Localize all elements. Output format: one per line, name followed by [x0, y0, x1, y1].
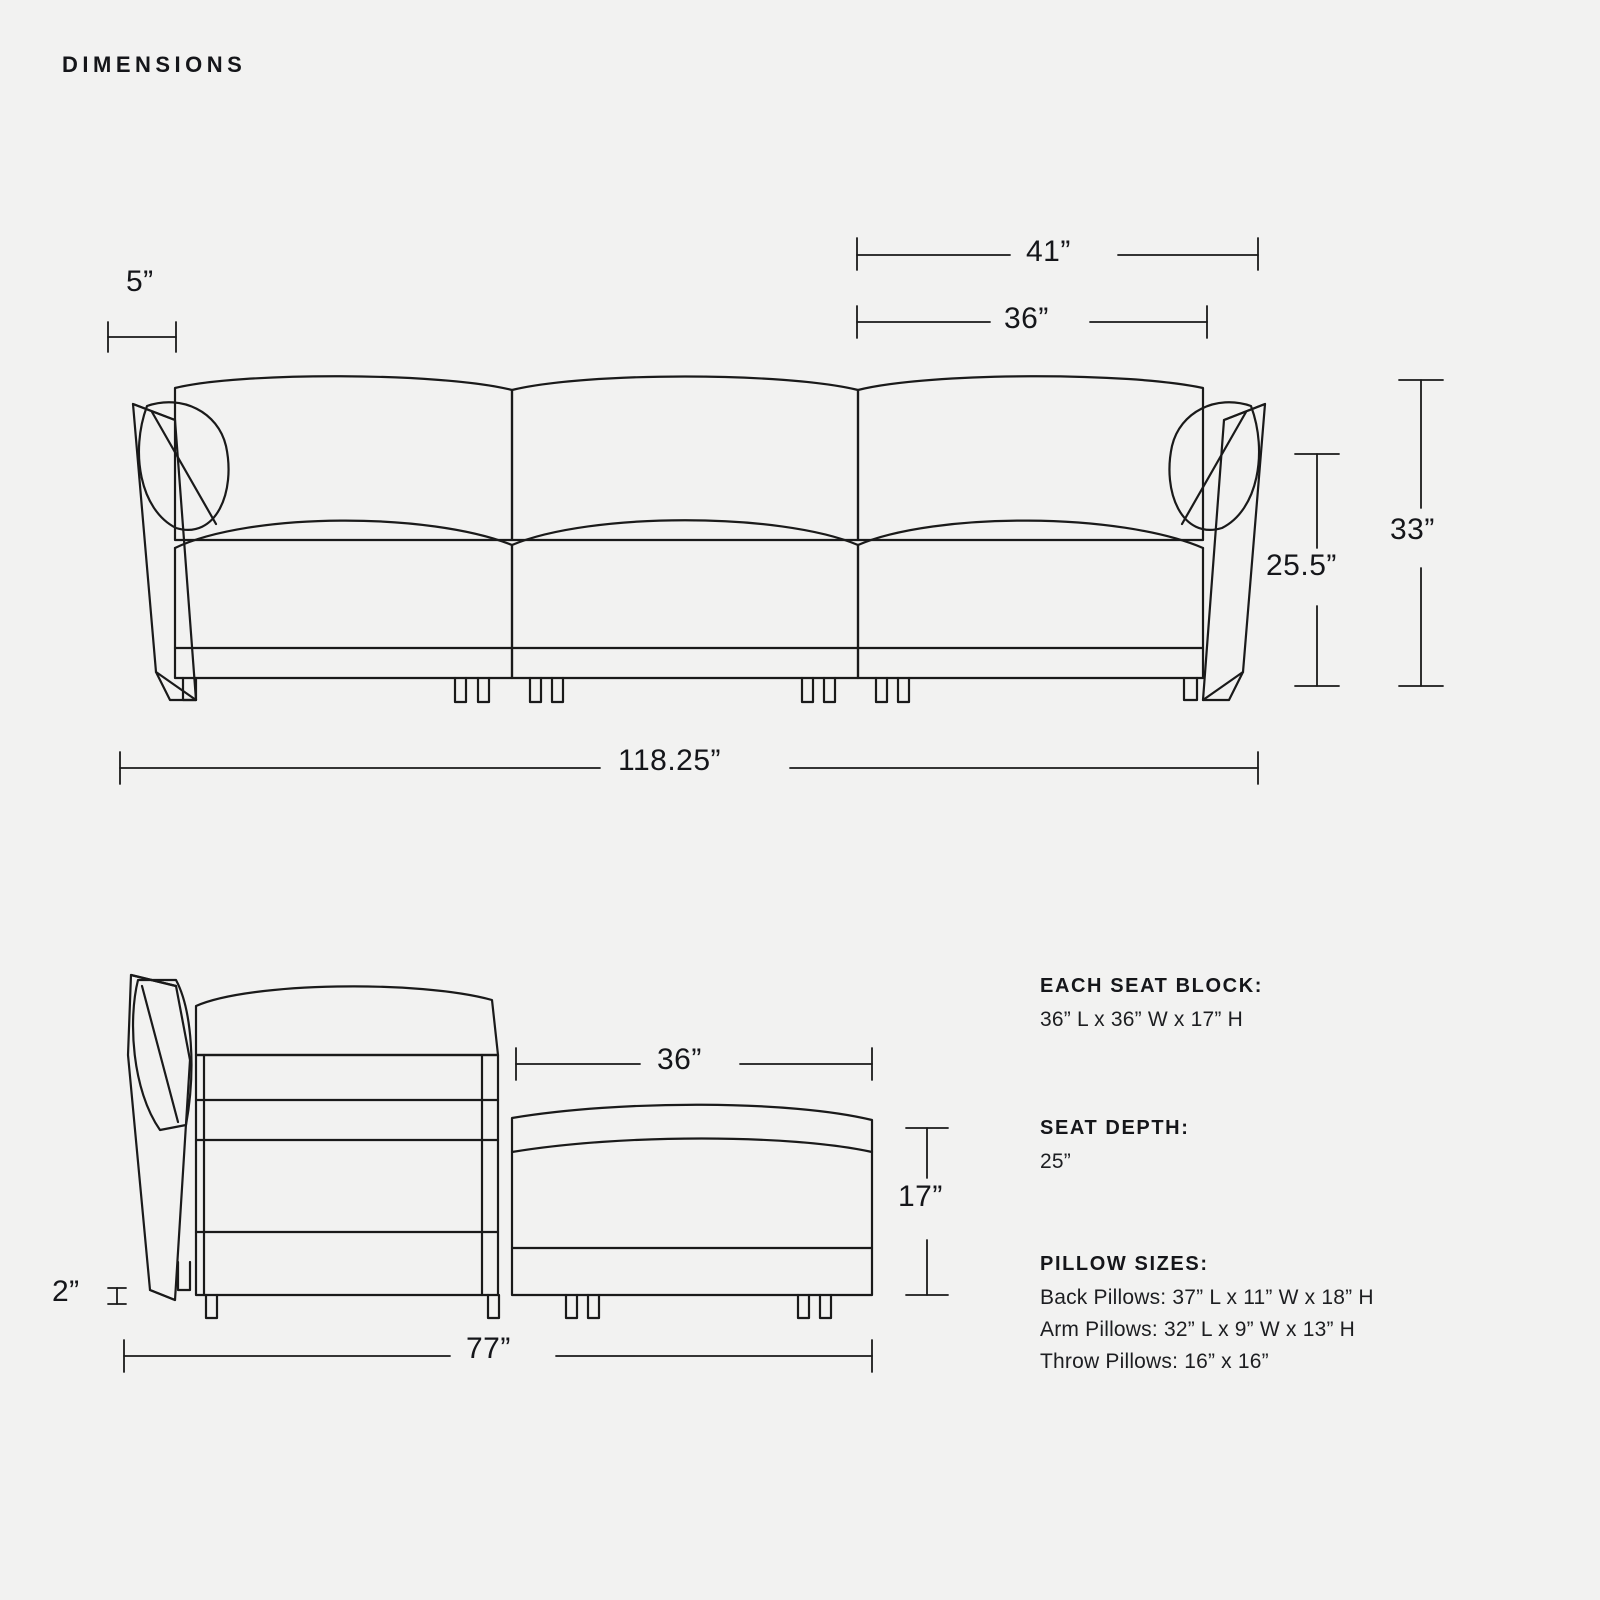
- side-view-dimension-lines: [108, 1048, 948, 1372]
- spec-heading: SEAT DEPTH:: [1040, 1117, 1190, 1139]
- spec-line: 25”: [1040, 1150, 1071, 1173]
- spec-each-seat-block: [1040, 975, 1263, 1040]
- side-view-sofa: [128, 975, 872, 1318]
- label-seat-height: 17”: [898, 1180, 943, 1213]
- spec-line: Back Pillows: 37” L x 11” W x 18” H: [1040, 1286, 1374, 1309]
- label-seat-back-height: 25.5”: [1266, 549, 1337, 582]
- spec-line: 36” L x 36” W x 17” H: [1040, 1008, 1243, 1031]
- label-total-width: 118.25”: [618, 744, 722, 777]
- spec-heading: EACH SEAT BLOCK:: [1040, 975, 1264, 997]
- label-seat-module-inner: 36”: [1004, 302, 1049, 335]
- label-total-depth: 77”: [466, 1332, 511, 1365]
- spec-line: Throw Pillows: 16” x 16”: [1040, 1350, 1269, 1373]
- front-view-sofa: [133, 376, 1265, 702]
- page-title: DIMENSIONS: [62, 52, 247, 77]
- spec-seat-depth: [1040, 1117, 1189, 1182]
- label-ottoman-depth: 36”: [657, 1043, 702, 1076]
- label-arm-width: 5”: [126, 265, 154, 298]
- label-floor-clearance: 2”: [52, 1275, 80, 1308]
- label-seat-module-outer: 41”: [1026, 235, 1071, 268]
- spec-heading: PILLOW SIZES:: [1040, 1253, 1209, 1275]
- label-back-height: 33”: [1390, 513, 1435, 546]
- spec-pillow-sizes: [1040, 1253, 1374, 1382]
- spec-line: Arm Pillows: 32” L x 9” W x 13” H: [1040, 1318, 1356, 1341]
